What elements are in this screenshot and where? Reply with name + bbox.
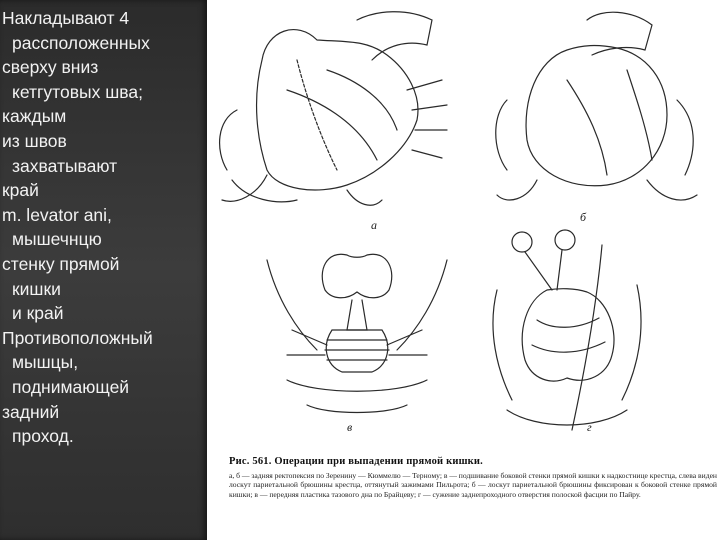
text-line: задний [2, 401, 60, 422]
panel-label-g: г [587, 420, 592, 434]
panel-label-v: в [347, 420, 353, 434]
text-line: m. levator ani, [2, 204, 112, 225]
text-line: рассположенных [12, 32, 150, 53]
figure-caption-title: Рис. 561. Операции при выпадении прямой кишки. [229, 456, 483, 467]
text-line: поднимающей [12, 376, 130, 397]
text-panel [0, 0, 207, 540]
text-line: и край [12, 303, 64, 324]
text-line: проход. [12, 426, 74, 447]
body-text [2, 6, 206, 449]
text-line: стенку прямой [2, 253, 120, 274]
text-line: мышечнцю [12, 229, 102, 250]
figure-caption-body: а, б — задняя ректопексия по Зеренину — Кюммелю — Терному; в — подшивание боковой стенки прямой кишки к надкостнице крестца, слева виден лоскут париетальной брюшины крестца, оттянутый зажимами Пильрота; б — лоскут париетальной брюшины фиксирован к боковой стенке прямой кишки; в — передняя пластика тазового дна по Брайцеву; г — сужение заднепроходного отверстия полоской фасции по Пайру. [229, 471, 717, 499]
text-line: из швов [2, 130, 67, 151]
text-line: кишки [12, 278, 61, 299]
text-line: мышцы, [12, 352, 79, 373]
surgical-figure [207, 0, 720, 540]
drawing-panel-g [493, 230, 641, 430]
drawing-panel-a [220, 12, 447, 205]
text-line: Противоположный [2, 327, 153, 348]
drawing-panel-v [267, 254, 447, 412]
text-line: кетгутовых шва; [12, 81, 143, 102]
panel-label-a: а [371, 218, 377, 232]
text-line: захватывают [12, 155, 118, 176]
text-line: сверху вниз [2, 57, 99, 78]
panel-label-b: б [580, 210, 587, 224]
text-line: Накладывают 4 [2, 8, 130, 28]
text-line: край [2, 180, 39, 201]
drawing-panel-b [496, 12, 697, 200]
text-line: каждым [2, 106, 67, 127]
